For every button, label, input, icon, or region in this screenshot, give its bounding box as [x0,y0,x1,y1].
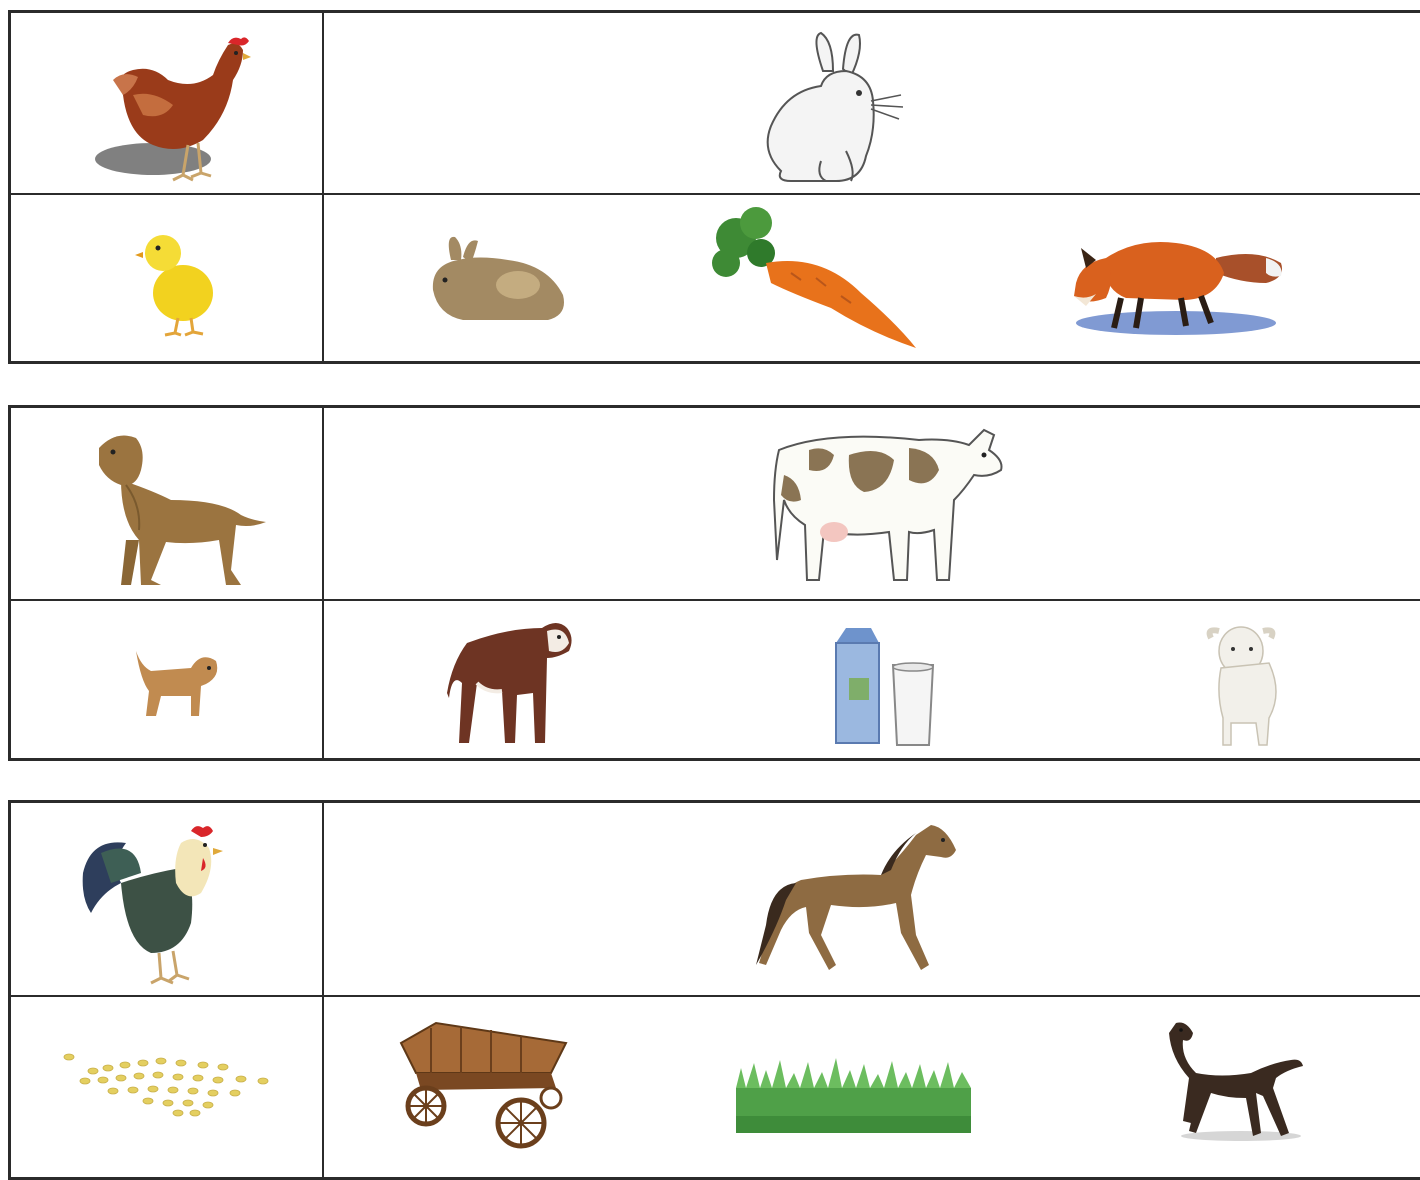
rooster-picture [81,823,231,988]
worksheet-group-3 [8,800,1420,1180]
grain-picture [63,1053,273,1118]
worksheet-group-2 [8,405,1420,761]
column-divider [322,13,324,361]
column-divider [322,803,324,1177]
row-divider [11,599,1420,601]
hen-picture [93,35,253,185]
cow-picture [769,420,1009,590]
lamb-picture [1201,623,1291,748]
chick-picture [133,228,223,338]
cart-picture [391,1018,571,1148]
worksheet-group-1 [8,10,1420,364]
dog-picture [91,430,271,590]
horse-picture [751,815,961,980]
rabbit-picture [761,31,911,186]
bunny-picture [423,235,568,325]
calf-picture [447,613,577,748]
carrot-picture [711,208,921,353]
milk-picture [831,623,941,748]
column-divider [322,408,324,758]
row-divider [11,995,1420,997]
foal-picture [1161,1018,1306,1143]
grass-picture [736,1058,971,1133]
fox-picture [1066,228,1291,338]
row-divider [11,193,1420,195]
puppy-picture [131,646,221,721]
